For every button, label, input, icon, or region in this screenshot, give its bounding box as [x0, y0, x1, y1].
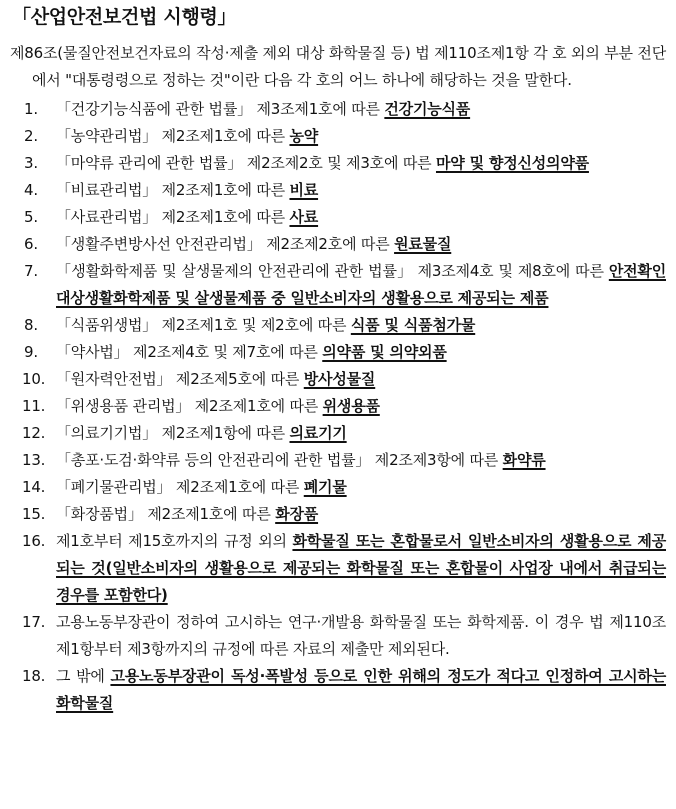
item-number: 10. [22, 370, 46, 388]
item-emphasis: 마약 및 향정신성의약품 [435, 154, 589, 172]
list-item [10, 312, 666, 339]
item-text: 「식품위생법」 제2조제1호 및 제2호에 따른 [56, 316, 351, 334]
item-text: 「총포·도검·화약류 등의 안전관리에 관한 법률」 제2조제3항에 따른 [56, 451, 503, 469]
item-text: 「사료관리법」 제2조제1호에 따른 [56, 208, 290, 226]
item-list [10, 96, 666, 717]
law-title: 「산업안전보건법 시행령」 [12, 6, 237, 28]
item-text: 「화장품법」 제2조제1호에 따른 [56, 505, 276, 523]
item-text: 「폐기물관리법」 제2조제1호에 따른 [56, 478, 304, 496]
item-emphasis: 농약 [289, 127, 319, 145]
list-item [10, 474, 666, 501]
list-item [10, 177, 666, 204]
item-number: 17. [22, 613, 46, 631]
item-text: 그 밖에 [56, 667, 111, 685]
item-number: 12. [22, 424, 46, 442]
item-number: 2. [24, 127, 38, 145]
list-item [10, 609, 666, 663]
item-text: 「약사법」 제2조제4호 및 제7호에 따른 [56, 343, 323, 361]
item-text: 「비료관리법」 제2조제1호에 따른 [56, 181, 290, 199]
list-item [10, 204, 666, 231]
item-text: 「원자력안전법」 제2조제5호에 따른 [56, 370, 304, 388]
item-number: 15. [22, 505, 46, 523]
item-number: 18. [22, 667, 46, 685]
item-number: 5. [24, 208, 38, 226]
item-emphasis: 위생용품 [322, 397, 380, 415]
list-item [10, 447, 666, 474]
item-text: 제1호부터 제15호까지의 규정 외의 [56, 532, 293, 550]
item-number: 1. [24, 100, 38, 118]
article-intro: 제86조(물질안전보건자료의 작성·제출 제외 대상 화학물질 등) 법 제110조제1항 각 호 외의 부분 전단에서 "대통령령으로 정하는 것"이란 다음 각 호의 어느 하나에 해당하는 것을 말한다. [10, 44, 666, 89]
item-number: 11. [22, 397, 46, 415]
list-item [10, 420, 666, 447]
item-emphasis: 비료 [289, 181, 319, 199]
item-number: 9. [24, 343, 38, 361]
list-item [10, 123, 666, 150]
item-emphasis: 의료기기 [289, 424, 347, 442]
item-emphasis: 화장품 [275, 505, 319, 523]
item-number: 8. [24, 316, 38, 334]
document-page [0, 2, 676, 809]
list-item [10, 366, 666, 393]
item-emphasis: 방사성물질 [303, 370, 376, 388]
item-emphasis: 화학물질 또는 혼합물로서 일반소비자의 생활용으로 제공되는 것(일반소비자의 생활용으로 제공되는 화학물질 또는 혼합물이 사업장 내에서 취급되는 경우를 포함한다) [56, 532, 666, 604]
item-text: 「생활주변방사선 안전관리법」 제2조제2호에 따른 [56, 235, 395, 253]
list-item [10, 150, 666, 177]
item-emphasis: 원료물질 [394, 235, 452, 253]
item-emphasis: 폐기물 [303, 478, 347, 496]
item-number: 16. [22, 532, 46, 550]
item-emphasis: 식품 및 식품첨가물 [350, 316, 476, 334]
item-text: 「의료기기법」 제2조제1항에 따른 [56, 424, 290, 442]
item-text: 「건강기능식품에 관한 법률」 제3조제1호에 따른 [56, 100, 385, 118]
item-text: 「위생용품 관리법」 제2조제1호에 따른 [56, 397, 323, 415]
list-item [10, 258, 666, 312]
item-text: 「마약류 관리에 관한 법률」 제2조제2호 및 제3호에 따른 [56, 154, 436, 172]
item-text: 「농약관리법」 제2조제1호에 따른 [56, 127, 290, 145]
list-item [10, 96, 666, 123]
item-emphasis: 고용노동부장관이 독성·폭발성 등으로 인한 위해의 정도가 적다고 인정하여 고시하는 화학물질 [56, 667, 666, 712]
item-number: 3. [24, 154, 38, 172]
item-text: 「생활화학제품 및 살생물제의 안전관리에 관한 법률」 제3조제4호 및 제8호에 따른 [56, 262, 609, 280]
list-item [10, 663, 666, 717]
list-item [10, 528, 666, 609]
list-item [10, 393, 666, 420]
item-number: 4. [24, 181, 38, 199]
list-item [10, 339, 666, 366]
item-number: 6. [24, 235, 38, 253]
list-item [10, 231, 666, 258]
item-emphasis: 화약류 [502, 451, 546, 469]
list-item [10, 501, 666, 528]
item-number: 13. [22, 451, 46, 469]
item-emphasis: 안전확인대상생활화학제품 및 살생물제품 중 일반소비자의 생활용으로 제공되는 제품 [56, 262, 666, 307]
item-emphasis: 사료 [289, 208, 319, 226]
item-text: 고용노동부장관이 정하여 고시하는 연구·개발용 화학물질 또는 화학제품. 이 경우 법 제110조제1항부터 제3항까지의 규정에 따른 자료의 제출만 제외된다. [56, 613, 666, 658]
item-emphasis: 건강기능식품 [384, 100, 471, 118]
item-number: 14. [22, 478, 46, 496]
item-number: 7. [24, 262, 38, 280]
item-emphasis: 의약품 및 의약외품 [322, 343, 447, 361]
